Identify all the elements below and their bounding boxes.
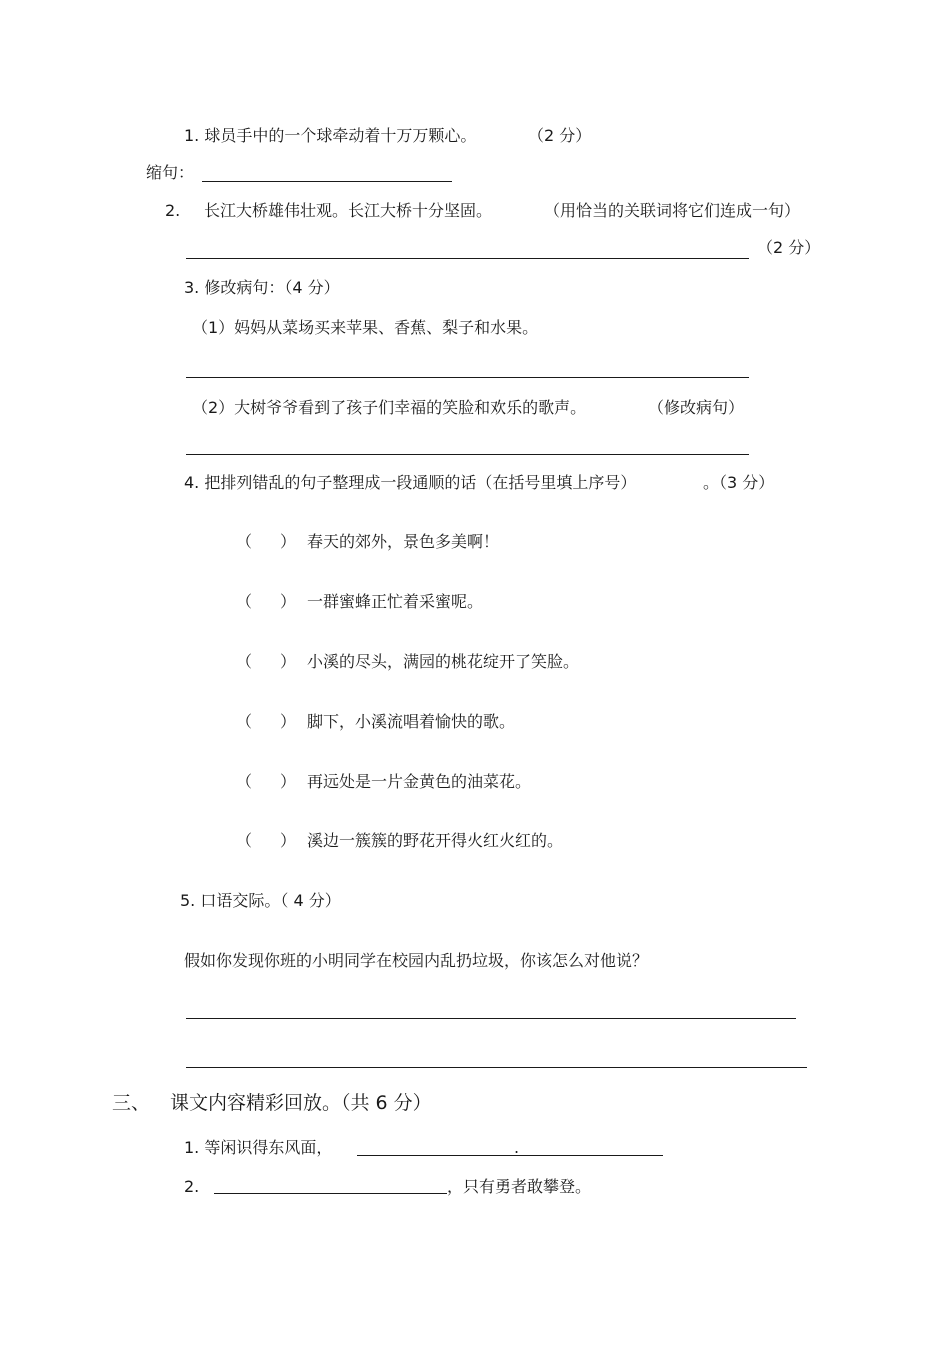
- bracket-open: （: [236, 532, 253, 551]
- bracket-open: （: [236, 712, 253, 731]
- sentence-text: 溪边一簇簇的野花开得火红火红的。: [307, 831, 564, 850]
- sentence-text: 再远处是一片金黄色的油菜花。: [307, 772, 532, 791]
- order-input[interactable]: [244, 766, 280, 796]
- q3-title: 3. 修改病句：（4 分）: [184, 278, 340, 297]
- q2-score: （2 分）: [757, 238, 821, 257]
- q5-answer-line-2[interactable]: [186, 1067, 807, 1068]
- section3-number: 三、: [112, 1092, 151, 1114]
- q3-item-2-hint: （修改病句）: [648, 398, 745, 417]
- q4-title: 4. 把排列错乱的句子整理成一段通顺的话（在括号里填上序号）: [184, 473, 637, 492]
- q3-item-2: （2）大树爷爷看到了孩子们幸福的笑脸和欢乐的歌声。: [192, 398, 587, 417]
- order-input[interactable]: [244, 526, 280, 556]
- section3-item-1-text: 1. 等闲识得东风面，: [184, 1138, 333, 1157]
- q1-score: （2 分）: [528, 126, 592, 145]
- section3-item-2-text: ，只有勇者敢攀登。: [447, 1177, 592, 1196]
- bracket-close: ）: [280, 592, 297, 611]
- q1-answer-line[interactable]: [202, 181, 452, 182]
- q4-score: 。（3 分）: [703, 473, 775, 492]
- order-input[interactable]: [244, 586, 280, 616]
- sentence-text: 脚下，小溪流唱着愉快的歌。: [307, 712, 516, 731]
- q3-item-1-answer-line[interactable]: [186, 377, 749, 378]
- bracket-close: ）: [280, 831, 297, 850]
- sentence-text: 春天的郊外，景色多美啊！: [307, 532, 500, 551]
- bracket-open: （: [236, 772, 253, 791]
- sentence-text: 一群蜜蜂正忙着采蜜呢。: [307, 592, 484, 611]
- order-input[interactable]: [244, 706, 280, 736]
- q5-title: 5. 口语交际。（ 4 分）: [180, 891, 341, 910]
- sentence-text: 小溪的尽头，满园的桃花绽开了笑脸。: [307, 652, 580, 671]
- q3-item-1: （1）妈妈从菜场买来苹果、香蕉、梨子和水果。: [192, 318, 539, 337]
- q2-hint: （用恰当的关联词将它们连成一句）: [544, 201, 801, 220]
- section3-title: 课文内容精彩回放。（共 6 分）: [170, 1092, 432, 1114]
- bracket-close: ）: [280, 772, 297, 791]
- bracket-open: （: [236, 592, 253, 611]
- order-input[interactable]: [244, 825, 280, 855]
- section3-item-2-number: 2.: [184, 1177, 200, 1196]
- q5-prompt: 假如你发现你班的小明同学在校园内乱扔垃圾，你该怎么对他说？: [184, 951, 649, 970]
- q1-answer-label: 缩句：: [146, 163, 195, 182]
- q2-answer-line[interactable]: [186, 258, 749, 259]
- q2-number: 2.: [165, 201, 181, 220]
- bracket-open: （: [236, 652, 253, 671]
- q3-item-2-answer-line[interactable]: [186, 454, 749, 455]
- bracket-close: ）: [280, 712, 297, 731]
- q2-text: 长江大桥雄伟壮观。长江大桥十分坚固。: [204, 201, 493, 220]
- bracket-open: （: [236, 831, 253, 850]
- section3-item-1-answer-line[interactable]: [357, 1155, 663, 1156]
- order-input[interactable]: [244, 646, 280, 676]
- q5-answer-line-1[interactable]: [186, 1018, 796, 1019]
- q1-text: 1. 球员手中的一个球牵动着十万万颗心。: [184, 126, 477, 145]
- bracket-close: ）: [280, 532, 297, 551]
- section3-item-2-answer-line[interactable]: [214, 1193, 447, 1194]
- bracket-close: ）: [280, 652, 297, 671]
- section3-item-1-dot: .: [514, 1138, 520, 1157]
